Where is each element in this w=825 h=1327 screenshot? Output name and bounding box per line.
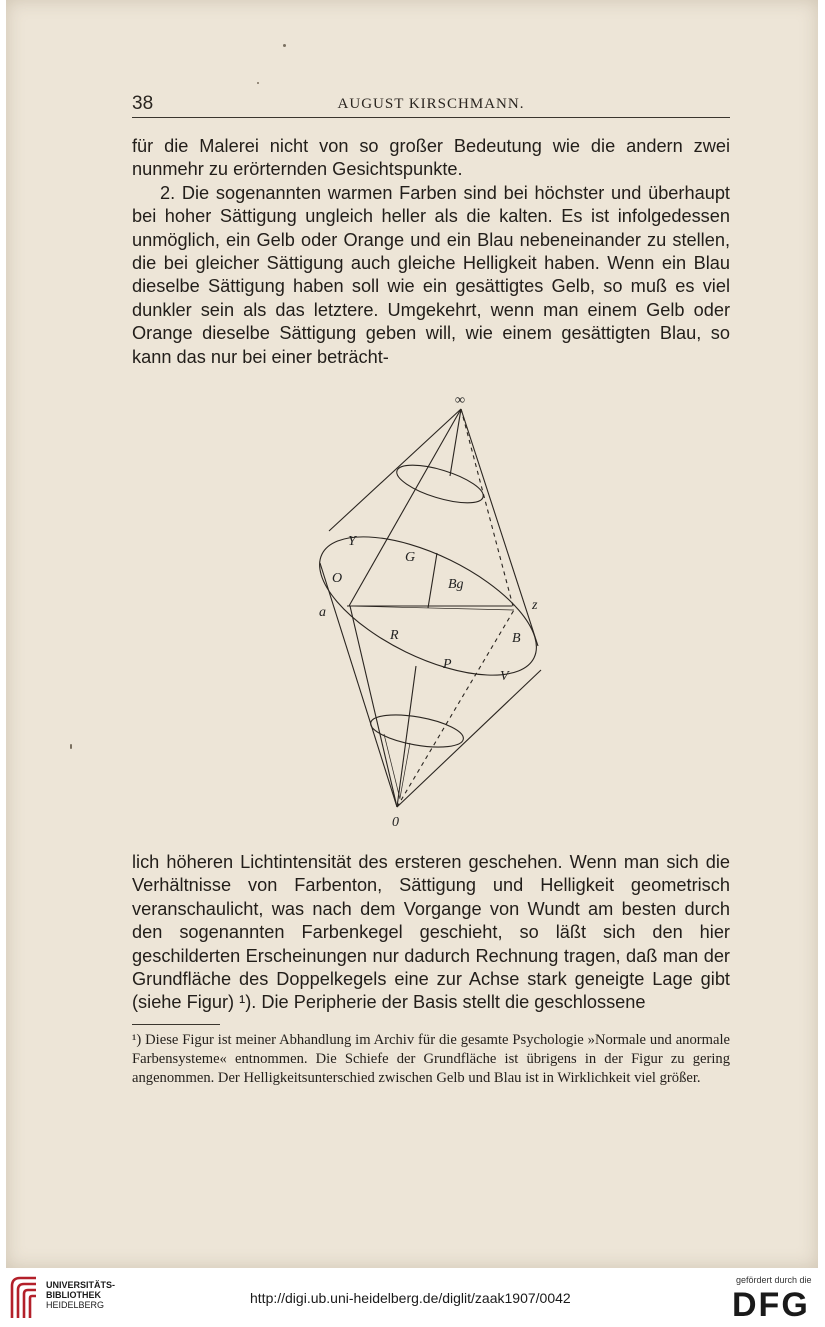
body-text-top xyxy=(132,135,730,369)
funded-by-text: gefördert durch die xyxy=(736,1275,812,1285)
upper-cone-edge-right xyxy=(461,409,538,646)
ub-heidelberg-logo-icon xyxy=(8,1274,40,1322)
upper-cone-generator xyxy=(349,409,461,606)
label-zero: 0 xyxy=(392,815,399,830)
base-diameter xyxy=(348,606,514,610)
label-V: V xyxy=(500,669,509,684)
paragraph: für die Malerei nicht von so großer Bedeutung wie die andern zwei nunmehr zu erörternden Gesichtspunkte. xyxy=(132,136,730,180)
lower-cone-edge-right xyxy=(397,670,541,807)
page-header xyxy=(132,93,730,118)
source-url-link[interactable]: http://digi.ub.uni-heidelberg.de/diglit/zaak1907/0042 xyxy=(250,1290,571,1306)
paper-speck xyxy=(257,82,259,84)
label-B: B xyxy=(512,631,521,646)
base-radius-line xyxy=(428,553,437,608)
upper-cone-hidden-line xyxy=(461,409,514,610)
paper-speck xyxy=(283,44,286,47)
label-P: P xyxy=(443,657,452,672)
label-G: G xyxy=(405,550,416,565)
lower-cone-generator-right xyxy=(397,666,416,807)
lower-cone-hidden-line xyxy=(397,610,514,807)
paper-speck xyxy=(70,744,72,749)
running-head: AUGUST KIRSCHMANN. xyxy=(337,96,525,112)
body-text-bottom xyxy=(132,851,730,1015)
footnote-rule xyxy=(132,1024,220,1025)
footnote: ¹) Diese Figur ist meiner Abhandlung im Archiv für die gesamte Psychologie »Normale und anormale Farbensysteme« entnommen. Die Schiefe der Grundfläche ist übrigens in der Figur zu gering angenommen. Der Helligkeitsunterschied zwischen Gelb und Blau ist in Wirklichkeit viel größer. xyxy=(132,1032,730,1086)
label-R: R xyxy=(390,628,399,643)
label-Bg: Bg xyxy=(448,577,464,592)
label-infinity: ∞ xyxy=(455,393,465,408)
double-cone-figure xyxy=(300,388,560,833)
label-z: z xyxy=(532,598,538,613)
paragraph: 2. Die sogenannten warmen Farben sind bei höchster und überhaupt bei hoher Sättigung ungleich heller als die kalten. Es ist infolgedessen unmöglich, ein Gelb oder Orange und ein Blau nebeneinander zu stellen, die bei gleicher Sättigung auch gleiche Helligkeit haben. Wenn ein Blau dieselbe Sättigung haben soll wie ein gesättigtes Gelb, so muß es viel dunkler sein als das letztere. Umgekehrt, wenn man einem Gelb oder Orange dieselbe Sättigung geben will, wie einem gesättigten Blau, so kann das nur bei einer beträcht- xyxy=(132,182,730,367)
lower-cone-edge-left xyxy=(320,563,397,807)
lower-inner-line xyxy=(384,734,400,799)
label-Y: Y xyxy=(348,534,356,549)
label-O: O xyxy=(332,571,343,586)
upper-small-ellipse xyxy=(393,457,487,510)
page-footer xyxy=(0,1268,825,1327)
page-number: 38 xyxy=(132,93,154,114)
label-a: a xyxy=(319,605,326,620)
dfg-logo: DFG xyxy=(732,1286,810,1324)
library-name: UNIVERSITÄTS- BIBLIOTHEK HEIDELBERG xyxy=(46,1280,116,1310)
paragraph: lich höheren Lichtintensität des ersteren geschehen. Wenn man sich die Verhältnisse von Farbenton, Sättigung und Helligkeit geometrisch veranschaulicht, was nach dem Vorgange von Wundt am besten durch den sogenannten Farbenkegel geschieht, so läßt sich den hier geschilderten Erscheinungen nur dadurch Rechnung tragen, daß man der Grundfläche des Doppelkegels eine zur Achse stark geneigte Lage gibt (siehe Figur) ¹). Die Peripherie der Basis stellt die geschlossene xyxy=(132,852,730,1013)
double-cone-diagram xyxy=(300,388,560,833)
